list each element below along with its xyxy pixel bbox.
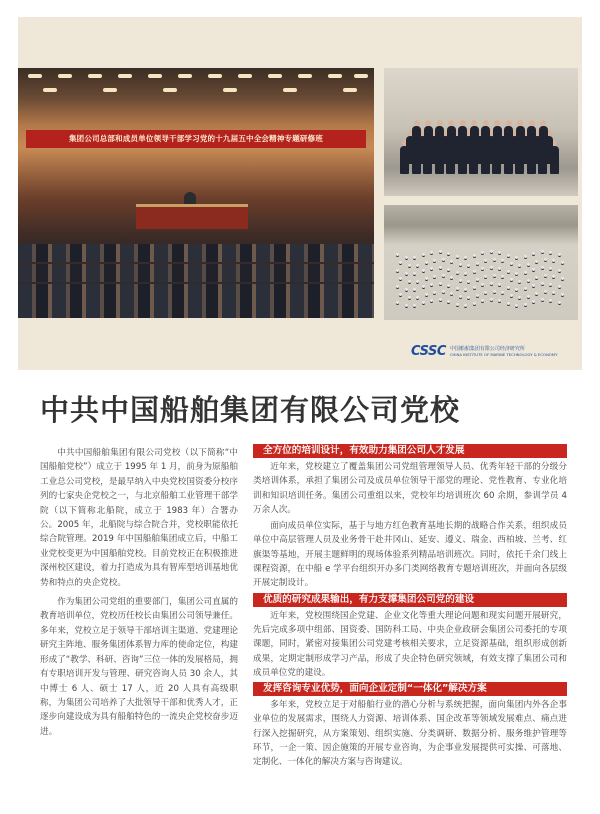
- formation-person: [456, 255, 459, 258]
- formation-person: [467, 280, 470, 283]
- group-member: [447, 126, 456, 154]
- sections-column: [253, 444, 567, 772]
- group-member-head: [494, 120, 500, 126]
- group-member: [504, 126, 513, 154]
- formation-person: [515, 256, 518, 259]
- formation-person: [405, 288, 408, 291]
- formation-person: [450, 292, 453, 295]
- section-heading-research: 优质的研究成果输出，有力支撑集团公司党的建设: [253, 593, 567, 607]
- formation-person: [524, 255, 527, 258]
- formation-person: [490, 282, 493, 285]
- formation-person: [558, 285, 561, 288]
- formation-person: [473, 270, 476, 273]
- formation-person: [405, 256, 408, 259]
- formation-person: [558, 301, 561, 304]
- logo-mark: CSSC: [411, 343, 446, 359]
- formation-person: [544, 290, 547, 293]
- formation-person: [493, 274, 496, 277]
- formation-person: [425, 293, 428, 296]
- formation-person: [552, 291, 555, 294]
- group-member-head: [517, 120, 523, 126]
- formation-person: [416, 280, 419, 283]
- group-member: [539, 126, 548, 154]
- formation-person: [430, 299, 433, 302]
- audience-row: [18, 284, 374, 302]
- formation-person: [501, 275, 504, 278]
- group-member: [412, 126, 421, 154]
- formation-person: [490, 250, 493, 253]
- formation-person: [549, 299, 552, 302]
- formation-person: [501, 259, 504, 262]
- group-member-head: [425, 120, 431, 126]
- formation-person: [498, 283, 501, 286]
- group-member: [527, 126, 536, 154]
- podium: [136, 204, 248, 229]
- formation-person: [450, 260, 453, 263]
- formation-person: [493, 290, 496, 293]
- formation-person: [396, 285, 399, 288]
- formation-person: [447, 284, 450, 287]
- formation-person: [425, 261, 428, 264]
- section-paragraph: 面向成员单位实际，基于与地方红色教育基地长期的战略合作关系，组织成员单位中高层管理人员及业务骨干赴井冈山、延安、遵义、瑞金、西柏坡、兰考、红旗渠等基地，开展主题鲜明的现场体验系列精品培训班次。同时，依托千余门线上课程资源，在中船 e 学平台组织开办多门类网络教育专题培训班次，并面向各层级开展定制设计。: [253, 521, 567, 589]
- formation-person: [527, 279, 530, 282]
- group-member: [435, 126, 444, 154]
- formation-person: [439, 298, 442, 301]
- formation-person: [464, 288, 467, 291]
- formation-person: [524, 303, 527, 306]
- formation-person: [442, 274, 445, 277]
- formation-person: [473, 286, 476, 289]
- formation-person: [518, 264, 521, 267]
- formation-person: [422, 269, 425, 272]
- group-member-head: [471, 120, 477, 126]
- formation-person: [561, 261, 564, 264]
- formation-person: [425, 277, 428, 280]
- formation-person: [507, 270, 510, 273]
- formation-person: [561, 293, 564, 296]
- formation-person: [515, 288, 518, 291]
- formation-person: [484, 291, 487, 294]
- formation-person: [447, 300, 450, 303]
- formation-person: [442, 258, 445, 261]
- formation-person: [456, 287, 459, 290]
- formation-person: [405, 304, 408, 307]
- formation-person: [464, 304, 467, 307]
- group-member: [516, 126, 525, 154]
- formation-person: [399, 293, 402, 296]
- formation-person: [510, 294, 513, 297]
- formation-person: [549, 251, 552, 254]
- formation-person: [439, 266, 442, 269]
- formation-person: [524, 287, 527, 290]
- formation-person: [544, 274, 547, 277]
- intro-column: [40, 446, 238, 744]
- section-paragraph: 近年来，党校围绕国企党建、企业文化等重大理论问题和现实问题开展研究，先后完成多项中组部、国资委、国防科工局、中央企业政研会集团公司委托的专项课题，同时，紧密对接集团公司党建考核相关要求，立足资源基础，组织形成创新成果，定期定制形成学习产品，形成了央企特色研究领域，有效支撑了集团公司和成员单位党的建设。: [253, 610, 567, 678]
- formation-person: [481, 283, 484, 286]
- formation-person: [481, 299, 484, 302]
- group-member: [493, 126, 502, 154]
- formation-person: [464, 256, 467, 259]
- audience-row: [18, 244, 374, 262]
- group-member-head: [437, 120, 443, 126]
- formation-person: [467, 296, 470, 299]
- section-paragraph: 多年来，党校立足于对船舶行业的潜心分析与系统把握，面向集团内外各企事业单位的发展需求，围绕人力资源、培训体系、国企改革等领域发展难点、痛点进行深入挖掘研究，从方案策划、组织实施、分类调研、数据分析、服务维护管理等环节，一企一策、因企施策的开展专业咨询，为企事业发展提供可实操、可落地、定制化、一体化的解决方案与咨询建议。: [253, 700, 567, 768]
- group-member-head: [460, 120, 466, 126]
- formation-person: [541, 282, 544, 285]
- formation-person: [442, 290, 445, 293]
- formation-person: [481, 251, 484, 254]
- formation-person: [473, 302, 476, 305]
- group-member-head: [414, 120, 420, 126]
- formation-person: [396, 253, 399, 256]
- group-member: [458, 126, 467, 154]
- formation-person: [430, 283, 433, 286]
- formation-person: [413, 304, 416, 307]
- formation-person: [541, 298, 544, 301]
- formation-person: [459, 263, 462, 266]
- formation-person: [396, 269, 399, 272]
- formation-person: [422, 253, 425, 256]
- formation-person: [549, 283, 552, 286]
- formation-person: [552, 275, 555, 278]
- formation-person: [430, 267, 433, 270]
- formation-person: [532, 252, 535, 255]
- formation-person: [396, 301, 399, 304]
- formation-person: [507, 254, 510, 257]
- formation-person: [422, 301, 425, 304]
- audience-row: [18, 264, 374, 282]
- intro-paragraph: 中共中国船舶集团有限公司党校（以下简称“中国船舶党校”）成立于 1995 年 1 月，前身为原船舶工业总公司党校，是最早纳入中央党校国资委分校序列的七家央企党校之一，与北京船舶工业管理干部学院（以下简称北船院，成立于 1983 年）合署办公。2005 年，北船院与综合院合并，党校职能依托综合院管理。2019 年中国船舶集团成立后，中船工业党校变更为中国船舶党校。目前党校正在积极推进深州校区建设，着力打造成为具有智库型培训基地优势和特点的央企党校。: [40, 448, 238, 588]
- formation-person: [413, 256, 416, 259]
- formation-person: [524, 271, 527, 274]
- group-member: [481, 126, 490, 154]
- formation-person: [493, 258, 496, 261]
- formation-person: [535, 292, 538, 295]
- formation-person: [552, 259, 555, 262]
- formation-person: [422, 285, 425, 288]
- formation-person: [447, 268, 450, 271]
- formation-person: [433, 259, 436, 262]
- formation-person: [532, 300, 535, 303]
- formation-person: [481, 267, 484, 270]
- audience-row: [18, 302, 374, 318]
- formation-person: [405, 272, 408, 275]
- formation-person: [408, 296, 411, 299]
- formation-person: [408, 280, 411, 283]
- formation-person: [416, 296, 419, 299]
- formation-person: [456, 271, 459, 274]
- formation-person: [490, 266, 493, 269]
- formation-person: [501, 291, 504, 294]
- formation-person: [433, 275, 436, 278]
- group-member: [470, 126, 479, 154]
- formation-person: [532, 284, 535, 287]
- formation-person: [535, 260, 538, 263]
- formation-person: [456, 303, 459, 306]
- formation-person: [561, 277, 564, 280]
- formation-person: [476, 294, 479, 297]
- formation-person: [535, 276, 538, 279]
- formation-person: [510, 262, 513, 265]
- group-member-head: [506, 120, 512, 126]
- formation-person: [408, 264, 411, 267]
- formation-person: [532, 268, 535, 271]
- formation-person: [507, 286, 510, 289]
- group-member: [424, 126, 433, 154]
- intro-paragraph: 作为集团公司党组的重要部门，集团公司直属的教育培训单位，党校历任校长由集团公司领导兼任。多年来，党校立足于领导干部培训主渠道、党建理论研究主阵地、服务集团体系智力库的使命定位，构建形成了“教学、科研、咨询”三位一体的发展格局，拥有专职培训开发与管理、研究咨询人员 30 余人，其中博士 6 人、硕士 17 人，近 20 人具有高级职称，为集团公司培养了大批领导干部和优秀人才，正逐步向建设成为具有船舶特色的一流央企党校奋步迈进。: [40, 597, 238, 737]
- group-member-head: [540, 120, 546, 126]
- formation-person: [439, 282, 442, 285]
- formation-person: [484, 275, 487, 278]
- section-paragraph: 近年来，党校建立了覆盖集团公司党组管理领导人员、优秀年轻干部的分级分类培训体系，承担了集团公司及成员单位领导干部党的理论、党性教育、专业化培训和知识培训任务。集团公司重组以来，党校年均培训班次 60 余期，参训学员 4 万余人次。: [253, 462, 567, 515]
- formation-person: [413, 272, 416, 275]
- formation-person: [439, 250, 442, 253]
- formation-person: [541, 250, 544, 253]
- formation-person: [467, 264, 470, 267]
- page-title: 中共中国船舶集团有限公司党校: [40, 393, 461, 427]
- formation-person: [399, 261, 402, 264]
- formation-person: [518, 280, 521, 283]
- formation-person: [541, 266, 544, 269]
- formation-person: [450, 276, 453, 279]
- formation-person: [527, 263, 530, 266]
- logo-name-en: CHINA INSTITUTE OF MARINE TECHNOLOGY & ECONOMY: [449, 351, 558, 357]
- formation-person: [433, 291, 436, 294]
- formation-person: [527, 295, 530, 298]
- formation-photo: [384, 205, 578, 320]
- formation-person: [490, 298, 493, 301]
- formation-person: [473, 254, 476, 257]
- formation-person: [498, 267, 501, 270]
- formation-person: [518, 296, 521, 299]
- formation-person: [498, 251, 501, 254]
- formation-person: [510, 278, 513, 281]
- group-photo: [384, 68, 578, 196]
- formation-person: [544, 258, 547, 261]
- group-member-head: [529, 120, 535, 126]
- formation-person: [459, 279, 462, 282]
- formation-person: [476, 278, 479, 281]
- formation-person: [549, 267, 552, 270]
- formation-person: [498, 299, 501, 302]
- formation-person: [558, 269, 561, 272]
- conference-hall-photo: [18, 68, 374, 318]
- formation-person: [484, 259, 487, 262]
- formation-person: [416, 264, 419, 267]
- section-heading-training: 全方位的培训设计，有效助力集团公司人才发展: [253, 444, 567, 458]
- formation-person: [413, 288, 416, 291]
- group-member-head: [483, 120, 489, 126]
- group-member-head: [448, 120, 454, 126]
- formation-person: [430, 251, 433, 254]
- formation-person: [447, 252, 450, 255]
- formation-person: [507, 302, 510, 305]
- formation-person: [515, 304, 518, 307]
- formation-person: [399, 277, 402, 280]
- formation-person: [558, 253, 561, 256]
- formation-person: [476, 262, 479, 265]
- logo-name-cn: 中国船舶集团有限公司经济研究所: [449, 345, 525, 352]
- formation-person: [459, 295, 462, 298]
- training-banner: 集团公司总部和成员单位领导干部学习党的十九届五中全会精神专题研修班: [26, 130, 366, 148]
- cssc-logo: [411, 344, 557, 358]
- section-heading-consulting: 发挥咨询专业优势，面向企业定制“一体化”解决方案: [253, 682, 567, 696]
- formation-person: [464, 272, 467, 275]
- formation-person: [515, 272, 518, 275]
